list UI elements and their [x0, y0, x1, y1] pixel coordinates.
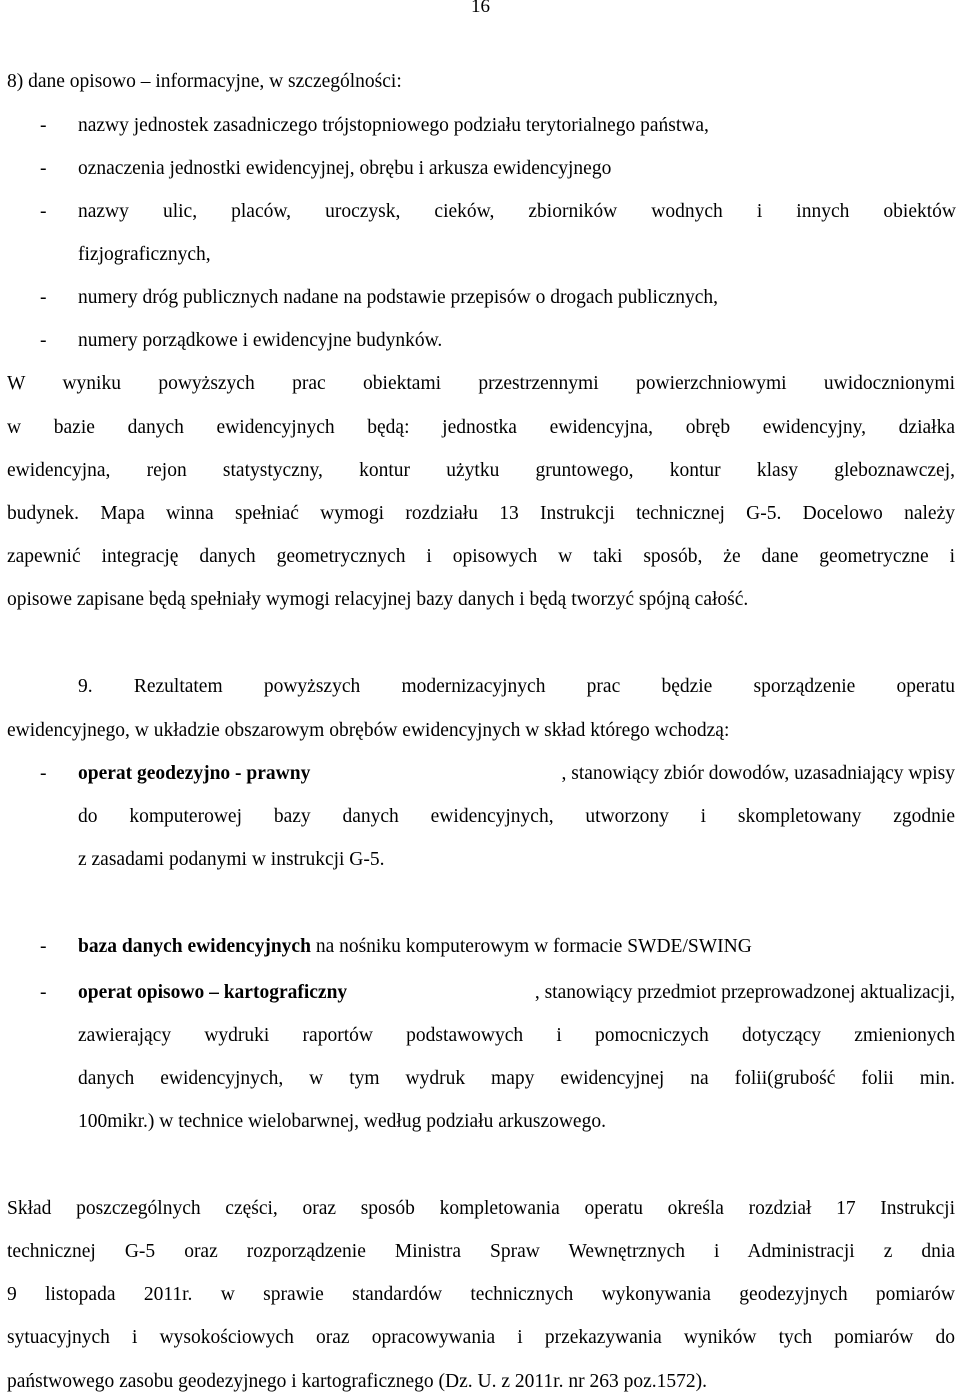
- item-text-continuation: danych ewidencyjnych, w tym wydruk mapy ewidencyjnej na folii(grubość folii min.: [78, 1068, 955, 1089]
- item-text-continuation: zawierający wydruki raportów podstawowych i pomocniczych dotyczący zmienionych: [78, 1025, 955, 1046]
- section9-item-operat-opisowo-kartograficzny: [78, 983, 955, 1003]
- item-text-continuation: do komputerowej bazy danych ewidencyjnych, utworzony i skompletowany zgodnie: [78, 806, 955, 827]
- paragraph-line: ewidencyjna, rejon statystyczny, kontur użytku gruntowego, kontur klasy gleboznawczej,: [7, 460, 955, 481]
- item-text: , stanowiący zbiór dowodów, uzasadniający wpisy: [561, 763, 955, 784]
- section9-item-baza-danych: [78, 937, 752, 957]
- item-text-continuation: 100mikr.) w technice wielobarwnej, według podziału arkuszowego.: [78, 1111, 606, 1132]
- bullet-dash: -: [40, 936, 47, 957]
- section9-item-operat-geodezyjno-prawny: [78, 764, 955, 784]
- closing-paragraph-line: 9 listopada 2011r. w sprawie standardów technicznych wykonywania geodezyjnych pomiarów: [7, 1284, 955, 1305]
- list-item: numery dróg publicznych nadane na podstawie przepisów o drogach publicznych,: [78, 287, 719, 308]
- bullet-dash: -: [40, 763, 47, 784]
- bullet-dash: -: [40, 982, 47, 1003]
- item-text: , stanowiący przedmiot przeprowadzonej aktualizacji,: [534, 982, 955, 1003]
- item-bold-title: operat opisowo – kartograficzny: [78, 982, 348, 1003]
- paragraph-line: W wyniku powyższych prac obiektami przestrzennymi powierzchniowymi uwidocznionymi: [7, 373, 955, 394]
- bullet-dash: -: [40, 201, 47, 222]
- item-text-continuation: z zasadami podanymi w instrukcji G-5.: [78, 849, 385, 870]
- closing-paragraph-line: technicznej G-5 oraz rozporządzenie Ministra Spraw Wewnętrznych i Administracji z dnia: [7, 1241, 955, 1262]
- closing-paragraph-line: państwowego zasobu geodezyjnego i kartograficznego (Dz. U. z 2011r. nr 263 poz.1572).: [7, 1371, 707, 1392]
- section9-intro: 9. Rezultatem powyższych modernizacyjnych prac będzie sporządzenie operatu: [78, 676, 955, 697]
- closing-paragraph-line: sytuacyjnych i wysokościowych oraz opracowywania i przekazywania wyników tych pomiarów do: [7, 1327, 955, 1348]
- list-item: nazwy jednostek zasadniczego trójstopniowego podziału terytorialnego państwa,: [78, 115, 709, 136]
- page-number: 16: [471, 0, 490, 17]
- section8-heading: 8) dane opisowo – informacyjne, w szczególności:: [7, 71, 402, 92]
- paragraph-line: zapewnić integrację danych geometrycznych i opisowych w taki sposób, że dane geometryczne i: [7, 546, 955, 567]
- paragraph-line: opisowe zapisane będą spełniały wymogi relacyjnej bazy danych i będą tworzyć spójną całość.: [7, 589, 749, 610]
- paragraph-line: w bazie danych ewidencyjnych będą: jednostka ewidencyjna, obręb ewidencyjny, działka: [7, 417, 955, 438]
- list-item: nazwy ulic, placów, uroczysk, cieków, zbiorników wodnych i innych obiektów: [78, 201, 956, 222]
- item-bold-title: operat geodezyjno - prawny: [78, 763, 311, 784]
- bullet-dash: -: [40, 158, 47, 179]
- item-bold-title: baza danych ewidencyjnych: [78, 936, 311, 957]
- bullet-dash: -: [40, 115, 47, 136]
- closing-paragraph-line: Skład poszczególnych części, oraz sposób kompletowania operatu określa rozdział 17 Instrukcji: [7, 1198, 955, 1219]
- item-text: na nośniku komputerowym w formacie SWDE/SWING: [310, 936, 752, 957]
- bullet-dash: -: [40, 287, 47, 308]
- list-item: numery porządkowe i ewidencyjne budynków.: [78, 330, 443, 351]
- paragraph-line: budynek. Mapa winna spełniać wymogi rozdziału 13 Instrukcji technicznej G-5. Docelowo należy: [7, 503, 955, 524]
- bullet-dash: -: [40, 330, 47, 351]
- section9-intro-continuation: ewidencyjnego, w układzie obszarowym obrębów ewidencyjnych w skład którego wchodzą:: [7, 720, 730, 741]
- list-item-continuation: fizjograficznych,: [78, 244, 211, 265]
- list-item: oznaczenia jednostki ewidencyjnej, obrębu i arkusza ewidencyjnego: [78, 158, 612, 179]
